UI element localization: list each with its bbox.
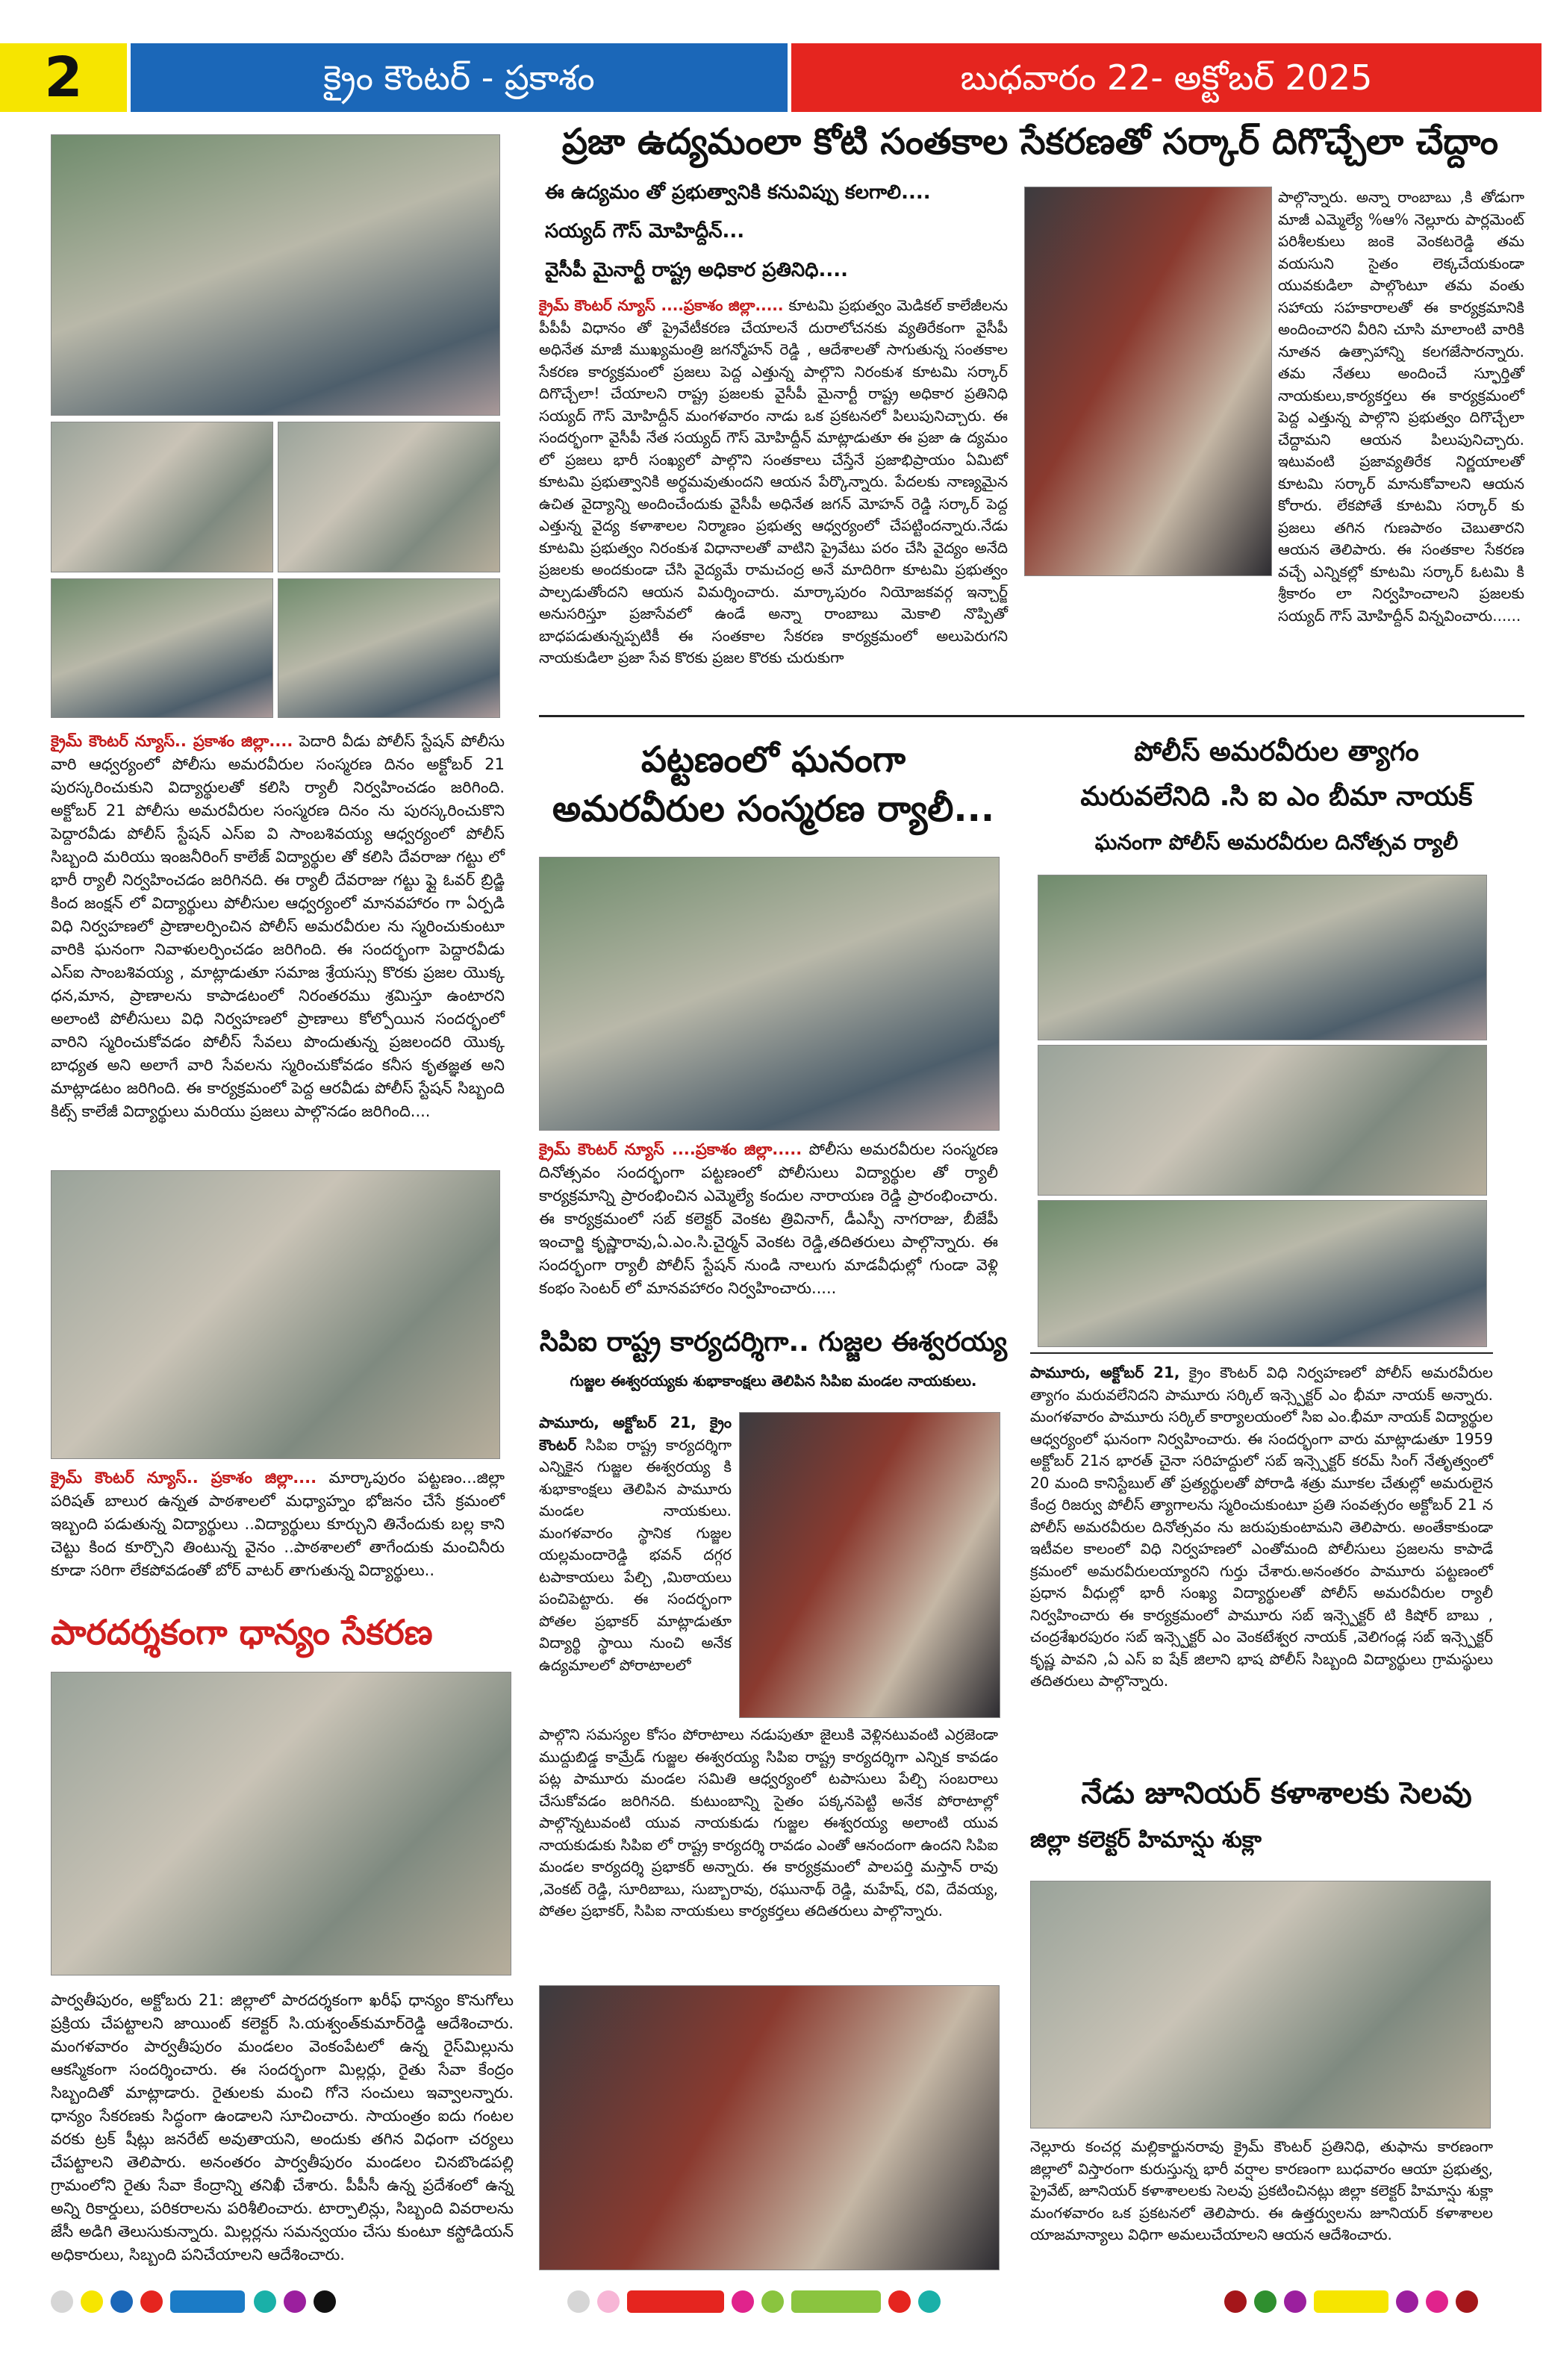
rally-headline-line-1: పట్టణంలో ఘనంగా xyxy=(640,739,906,781)
ysrcp-leaders-photo xyxy=(1024,187,1272,576)
story-source: క్రైమ్ కౌంటర్ న్యూస్.. ప్రకాశం జిల్లా.... xyxy=(51,732,293,750)
holiday-subheadline: జిల్లా కలెక్టర్ హిమాన్షు శుక్లా xyxy=(1030,1827,1262,1853)
color-dot xyxy=(732,2290,754,2313)
top-intro-1: ఈ ఉద్యమం తో ప్రభుత్వానికి కనువిప్పు కలగాలి.... xyxy=(545,181,931,204)
story-body: పోలీసు అమరవీరుల సంస్మరణ దినోత్సవం సందర్భంగా పట్టణంలో పోలీసులు విద్యార్థుల తో ర్యాలీ కార్యక్రమాన్ని ప్రారంభించిన ఎమ్మెల్యే కందుల నారాయణ రెడ్డి ప్రారంభించారు. ఈ కార్యక్రమంలో సబ్ కలెక్టర్ వెంకట త్రివినాగ్, డీఎస్పీ నాగరాజు, బీజేపీ ఇంచార్జి కృష్ణారావు,ఏ.ఎం.సి.చైర్మన్ వెంకట రెడ్డి,తదితరులు పాల్గొన్నారు. ఈ సందర్భంగా ర్యాలీ పోలీస్ స్టేషన్ నుండి నాలుగు మాడవీధుల్లో గుండా వెళ్లి కంభం సెంటర్ లో మానవహారం నిర్వహించారు..... xyxy=(539,1140,998,1297)
martyrs-headline-line-1: పోలీస్ అమరవీరుల త్యాగం xyxy=(1134,737,1419,767)
dateline: పామూరు, అక్టోబర్ 21, xyxy=(1030,1364,1180,1381)
markapuram-story xyxy=(51,1467,505,1582)
story-body: పెదారి వీడు పోలీస్ స్టేషన్ పోలీసు వారి ఆధ్వర్యంలో పోలీసు అమరవీరుల సంస్మరణ దినం అక్టోబర్ 21 పురస్కరించుకుని విద్యార్థులతో కలిసి ర్యాలీ నిర్వహించడం జరిగింది. అక్టోబర్ 21 పోలీసు అమరవీరుల సంస్మరణ దినం ను పురస్కరించుకొని పెద్దారవీడు పోలీస్ స్టేషన్ ఎస్ఐ వి సాంబశివయ్య ఆధ్వర్యంలో పోలీస్ సిబ్బంది మరియు ఇంజనీరింగ్ కాలేజ్ విద్యార్థుల తో కలిసి దేవరాజు గట్టు లో భారీ ర్యాలీ నిర్వహించడం జరిగినది. ఈ ర్యాలీ దేవరాజు గట్టు ఫ్లై ఓవర్ బ్రిడ్జి కింద జంక్షన్ లో విద్యార్థులు పోలీసుల ఆధ్వర్యంలో మానవహారం గా ఏర్పడి విధి నిర్వహణలో ప్రాణాలర్పించిన పోలీస్ అమరవీరుల ను స్మరించుకుంటూ వారికి ఘనంగా నివాళులర్పించడం జరిగింది. ఈ సందర్భంగా పెద్దారవీడు ఎస్ఐ సాంబశివయ్య , మాట్లాడుతూ సమాజ శ్రేయస్సు కొరకు ప్రజల యొక్క ధన,మాన, ప్రాణాలను కాపాడటంలో నిరంతరము శ్రమిస్తూ ఉంటారని అలాంటి పోలీసులు విధి నిర్వహణలో ప్రాణాలు కోల్పోయిన సందర్భంలో వారిని స్మరించుకోవడం పోలీస్ సేవలు పొందుతున్న ప్రజలందరి యొక్క బాధ్యత అని అలాగే వారి సేవలను స్మరించుకోవడం కనీస కృతజ్ఞత అని మాట్లాడటం జరిగింది. ఈ కార్యక్రమంలో పెద్ద ఆరవీడు పోలీస్ స్టేషన్ సిబ్బంది కిట్స్ కాలేజీ విద్యార్థులు మరియు ప్రజలు పాల్గొనడం జరిగింది.... xyxy=(51,732,505,1120)
story-source: క్రైమ్ కౌంటర్ న్యూస్ ....ప్రకాశం జిల్లా..... xyxy=(539,296,784,314)
martyrs-story xyxy=(1030,1362,1493,1693)
martyrs-photo-2 xyxy=(1038,1045,1487,1196)
color-dot xyxy=(140,2290,163,2313)
cpi-celebration-photo xyxy=(539,1985,1000,2270)
divider xyxy=(539,715,1524,717)
color-dot xyxy=(254,2290,276,2313)
grain-story: పార్వతీపురం, అక్టోబరు 21: జిల్లాలో పారదర్శకంగా ఖరీఫ్ ధాన్యం కొనుగోలు ప్రక్రియ చేపట్టాలని జాయింట్ కలెక్టర్ సి.యశ్వంత్‌కుమార్‌రెడ్డి ఆదేశించారు. మంగళవారం పార్వతీపురం మండలం వెంకంపేటలో ఉన్న రైస్‌మిల్లును ఆకస్మికంగా సందర్శించారు. ఈ సందర్భంగా మిల్లర్లు, రైతు సేవా కేంద్రం సిబ్బందితో మాట్లాడారు. రైతులకు మంచి గోనె సంచులు ఇవ్వాలన్నారు. ధాన్యం సేకరణకు సిద్ధంగా ఉండాలని సూచించారు. సాయంత్రం ఐదు గంటల వరకు ట్రక్ షీట్లు జనరేట్ అవుతాయని, అందుకు తగిన విధంగా చర్యలు చేపట్టాలని తెలిపారు. అనంతరం పార్వతీపురం మండలం చినబొండపల్లి గ్రామంలోని రైతు సేవా కేంద్రాన్ని తనిఖీ చేశారు. పీపీసీ ఉన్న ప్రదేశంలో ఉన్న అన్ని రికార్డులు, పరికరాలను పరిశీలించారు. టార్పాలిన్లు, సిబ్బంది వివరాలను జేసీ అడిగి తెలుసుకున్నారు. మిల్లర్లను సమన్వయం చేసు కుంటూ కస్టోడియన్ అధికారులు, సిబ్బంది పనిచేయాలని ఆదేశించారు. xyxy=(51,1991,514,2264)
peddaraveedu-story xyxy=(51,730,505,1123)
rally-story xyxy=(539,1138,998,1300)
color-dot xyxy=(81,2290,103,2313)
divider xyxy=(1030,1352,1493,1354)
cpi-subheadline: గుజ్జల ఈశ్వరయ్యకు శుభాకాంక్షలు తెలిపిన సిపిఐ మండల నాయకులు. xyxy=(570,1372,977,1390)
color-dot xyxy=(1426,2290,1448,2313)
color-dot xyxy=(284,2290,306,2313)
color-bar xyxy=(170,2290,245,2313)
grain-headline: పారదర్శకంగా ధాన్యం సేకరణ xyxy=(51,1612,433,1652)
martyrs-photo-1 xyxy=(1038,875,1487,1040)
color-dot xyxy=(567,2290,590,2313)
color-dot xyxy=(1254,2290,1277,2313)
story-body: కూటమి ప్రభుత్వం మెడికల్ కాలేజీలను పీపీపీ విధానం తో ప్రైవేటీకరణ చేయాలనే దురాలోచనకు వ్యతిరేకంగా వైసీపీ అధినేత మాజీ ముఖ్యమంత్రి జగన్మోహన్ రెడ్డి , ఆదేశాలతో సాగుతున్న సంతకాల సేకరణ కార్యక్రమంలో ప్రజలు పెద్ద ఎత్తున్న పాల్గొని నిరంకుశ కూటమి సర్కార్ దిగొచ్చేలా! చేయాలని రాష్ట్ర ప్రజలకు వైసీపీ మైనార్టీ రాష్ట్ర అధికార ప్రతినిధి సయ్యద్ గౌస్ మోహిద్దీన్ మంగళవారం నాడు ఒక ప్రకటనలో పిలుపునిచ్చారు. ఈ సందర్భంగా వైసీపీ నేత సయ్యద్ గౌస్ మోహిద్దీన్ మాట్లాడుతూ ఈ ప్రజా ఉ ద్యమం లో ప్రజలు భారీ సంఖ్యలో పాల్గొని సంతకాలు చేస్తేనే ప్రజాభిప్రాయం ఏమిటో కూటమి ప్రభుత్వానికి అర్థమవుతుందని ఆయన పేర్కొన్నారు. పేదలకు నాణ్యమైన ఉచిత వైద్యాన్ని అందించేందుకు వైసీపీ అధినేత జగన్ మోహన్ రెడ్డి సర్కార్ పెద్ద ఎత్తున్న వైద్య కళాశాలల నిర్మాణం ప్రభుత్వ ఆధ్వర్యంలో చేపట్టిందన్నారు.నేడు కూటమి ప్రభుత్వం నిరంకుశ విధానాలతో వాటిని ప్రైవేటు పరం చేసి వైద్యం అనేది ప్రజలకు అందకుండా చేసి వైద్యమే రామచంద్ర అనే మాదిరిగా కూటమి ప్రభుత్వం పాల్పడుతోందని ఆయన విమర్శించారు. మార్కాపురం నియోజకవర్గ ఇన్చార్జ్ అనుసరిస్తూ ప్రజాసేవలో ఉండే అన్నా రాంబాబు మెకాలి నొప్పితో బాధపడుతున్నప్పటికీ ఈ సంతకాల సేకరణ కార్యక్రమంలో అలుపెరుగని నాయకుడిలా ప్రజా సేవ కొరకు ప్రజల కొరకు చురుకుగా xyxy=(539,296,1008,666)
color-dot xyxy=(1284,2290,1306,2313)
issue-date: బుధవారం 22- అక్టోబర్ 2025 xyxy=(791,43,1542,112)
color-dot xyxy=(1396,2290,1418,2313)
color-dot xyxy=(761,2290,784,2313)
top-intro-2: సయ్యద్ గౌస్ మోహిద్దీన్... xyxy=(545,220,745,243)
station-photo-3 xyxy=(51,578,273,718)
top-story-continued: పాల్గొన్నారు. అన్నా రాంబాబు ,కి తోడుగా మాజీ ఎమ్మెల్యే %ఆ% నెల్లూరు పార్లమెంట్ పరిశీలకులు జంకె వెంకటరెడ్డి తమ వయసుని సైతం లెక్కచేయకుండా యువకుడిలా పాల్గొంటూ తమ వంతు సహాయ సహకారాలతో ఈ కార్యక్రమానికి అందించారని వీరిని చూసి మాలాంటి వారికి నూతన ఉత్సాహాన్ని కలగజేసారన్నారు. తమ నేతలు అందించే స్ఫూర్తితో నాయకులు,కార్యకర్తలు ఈ కార్యక్రమంలో పెద్ద ఎత్తున్న పాల్గొని ప్రభుత్వం దిగొచ్చేలా చేద్దామని ఆయన పిలుపునిచ్చారు. ఇటువంటి ప్రజావ్యతిరేక నిర్ణయాలతో కూటమి సర్కార్ మానుకోవాలని ఆయన కోరారు. లేకపోతే కూటమి సర్కార్ కు ప్రజలు తగిన గుణపాఠం చెబుతారని ఆయన తెలిపారు. ఈ సంతకాల సేకరణ వచ్చే ఎన్నికల్లో కూటమి సర్కార్ ఓటమి కి శ్రీకారం లా నిర్వహించాలని ప్రజలకు సయ్యద్ గౌస్ మోహిద్దీన్ విన్నవించారు...... xyxy=(1278,188,1524,625)
flag-off-photo xyxy=(539,857,1000,1131)
page-number: 2 xyxy=(0,43,127,112)
paper-name: క్రైం కౌంటర్ - ప్రకాశం xyxy=(131,43,788,112)
holiday-headline: నేడు జూనియర్ కళాశాలకు సెలవు xyxy=(1081,1776,1472,1811)
color-dot xyxy=(314,2290,336,2313)
color-dot xyxy=(51,2290,73,2313)
rally-headline xyxy=(539,735,1008,834)
story-source: క్రైమ్ కౌంటర్ న్యూస్ ....ప్రకాశం జిల్లా..... xyxy=(539,1140,802,1158)
station-photo-1 xyxy=(51,422,273,572)
color-dot xyxy=(918,2290,941,2313)
martyrs-headline xyxy=(1023,730,1530,819)
color-dot xyxy=(597,2290,620,2313)
martyrs-headline-line-2: మరువలేనిది .సి ఐ ఎం బీమా నాయక్ xyxy=(1080,781,1473,812)
color-dot xyxy=(1456,2290,1478,2313)
school-lunch-photo xyxy=(51,1170,500,1459)
top-headline: ప్రజా ఉద్యమంలా కోటి సంతకాల సేకరణతో సర్కార్ దిగొచ్చేలా చేద్దాం xyxy=(561,121,1499,163)
color-dot xyxy=(110,2290,133,2313)
collector-photo xyxy=(1030,1881,1491,2128)
color-dot xyxy=(1224,2290,1247,2313)
station-photo-2 xyxy=(278,422,500,572)
top-story-body xyxy=(539,295,1008,669)
color-dot xyxy=(888,2290,911,2313)
dateline: పామూరు, అక్టోబర్ 21, క్రైం కౌంటర్ xyxy=(539,1414,732,1454)
story-body: మార్కాపురం పట్టణం...జిల్లా పరిషత్ బాలుర ఉన్నత పాఠశాలలో మధ్యాహ్నం భోజనం చేసే క్రమంలో ఇబ్బంది పడుతున్న విద్యార్థులు ..విద్యార్థులు కూర్చుని తినేందుకు బల్ల కాని చెట్టు కింద కూర్చొని తింటున్న వైనం ..పాఠశాలలో తాగేందుకు మంచినీరు కూడా సరిగా లేకపోవడంతో బోర్ వాటర్ తాగుతున్న విద్యార్థులు.. xyxy=(51,1469,505,1579)
cpi-headline: సిపిఐ రాష్ట్ర కార్యదర్శిగా.. గుజ్జల ఈశ్వరయ్య xyxy=(539,1327,1008,1358)
color-bar xyxy=(627,2290,724,2313)
grain-photo xyxy=(51,1672,511,1975)
top-intro-3: వైసీపీ మైనార్టీ రాష్ట్ర అధికార ప్రతినిధి.... xyxy=(545,259,849,281)
cpi-story-a xyxy=(539,1412,732,1676)
color-bar xyxy=(791,2290,881,2313)
rally-headline-line-2: అమరవీరుల సంస్మరణ ర్యాలీ... xyxy=(552,788,995,830)
station-photo-4 xyxy=(278,578,500,718)
story-body: క్రైం కౌంటర్ విధి నిర్వహణలో పోలీస్ అమరవీరుల త్యాగం మరువలేనిదని పామూరు సర్కిల్ ఇన్స్పెక్టర్ ఎం భీమా నాయక్ అన్నారు. మంగళవారం పామూరు సర్కిల్ కార్యాలయంలో సిఐ ఎం.భీమా నాయక్ విద్యార్థుల ఆధ్వర్యంలో ఘనంగా నిర్వహించారు. ఈ సందర్భంగా వారు మాట్లాడుతూ 1959 అక్టోబర్ 21న భారత్ చైనా సరిహద్దులో సబ్ ఇన్స్పెక్టర్ కరమ్ సింగ్ నేతృత్వంలో 20 మంది కానిస్టేబుల్ తో ప్రత్యర్థులతో పోరాడి శత్రు మూకల చేతుల్లో అమరులైన కేంద్ర రిజర్వు పోలీస్ త్యాగాలను స్మరించుకుంటూ ప్రతి సంవత్సరం అక్టోబర్ 21 న పోలీస్ అమరవీరుల దినోత్సవం ను జరుపుకుంటామని తెలిపారు. అంతేకాకుండా ఇటీవల కాలంలో విధి నిర్వహణలో ఎంతోమంది పోలీసులు ప్రజలను కాపాడే క్రమంలో అమరవీరులయ్యారని గుర్తు చేశారు.అనంతరం పామూరు పట్టణంలో ప్రధాన వీధుల్లో భారీ సంఖ్య విద్యార్థులతో పోలీస్ అమరవీరుల ర్యాలీ నిర్వహించారు ఈ కార్యక్రమంలో పామూరు సబ్ ఇన్స్పెక్టర్ టి కిషోర్ బాబు , చంద్రశేఖరపురం సబ్ ఇన్స్పెక్టర్ ఎం వెంకటేశ్వర నాయక్ ,వెలిగండ్ల సబ్ ఇన్స్పెక్టర్ కృష్ణ పావని ,ఏ ఎస్ ఐ షేక్ జిలాని భాష పోలీస్ సిబ్బంది విద్యార్థులు గ్రామస్థులు తదితరులు పాల్గొన్నారు. xyxy=(1030,1364,1493,1690)
color-bar xyxy=(1314,2290,1388,2313)
eeswaraiah-photo xyxy=(739,1412,1000,1718)
holiday-story: నెల్లూరు కంచర్ల మల్లికార్జునరావు క్రైమ్ కౌంటర్ ప్రతినిధి, తుఫాను కారణంగా జిల్లాలో విస్తారంగా కురుస్తున్న భారీ వర్షాల కారణంగా బుధవారం ఆయా ప్రభుత్వ, ప్రైవేట్, జూనియర్ కళాశాలలకు సెలవు ప్రకటించినట్లు జిల్లా కలెక్టర్ హిమాన్షు శుక్లా మంగళవారం ఒక ప్రకటనలో తెలిపారు. ఈ ఉత్తర్వులను జూనియర్ కళాశాలల యాజమాన్యాలు విధిగా అమలుచేయాలని ఆయన ఆదేశించారు. xyxy=(1030,2137,1493,2243)
story-body: సిపిఐ రాష్ట్ర కార్యదర్శిగా ఎన్నికైన గుజ్జల ఈశ్వరయ్య కి శుభాకాంక్షలు తెలిపిన పామూరు మండల నాయకులు. మంగళవారం స్థానిక గుజ్జల యల్లమందారెడ్డి భవన్ దగ్గర టపాకాయలు పేల్చి ,మిఠాయలు పంచిపెట్టారు. ఈ సందర్భంగా పోతల ప్రభాకర్ మాట్లాడుతూ విద్యార్థి స్థాయి నుంచి అనేక ఉద్యమాలలో పోరాటాలలో xyxy=(539,1435,732,1674)
martyrs-subheadline: ఘనంగా పోలీస్ అమరవీరుల దినోత్సవ ర్యాలీ xyxy=(1094,830,1459,855)
martyrs-photo-3 xyxy=(1038,1200,1487,1347)
rally-photo xyxy=(51,134,500,416)
cpi-story-b: పాల్గొని సమస్యల కోసం పోరాటాలు నడుపుతూ జైలుకి వెళ్లినటువంటి ఎర్రజెండా ముద్దుబిడ్డ కామ్రేడ్ గుజ్జల ఈశ్వరయ్య సిపిఐ రాష్ట్ర కార్యదర్శిగా ఎన్నిక కావడం పట్ల పామూరు మండల సమితి ఆధ్వర్యంలో టపాసులు పేల్చి సంబరాలు చేసుకోవడం జరిగినది. కుటుంబాన్ని సైతం పక్కనపెట్టి అనేక పోరాటాల్లో పాల్గొన్నటువంటి యువ నాయకుడు గుజ్జల ఈశ్వరయ్య అలాంటి యువ నాయకుడుకు సిపిఐ లో రాష్ట్ర కార్యదర్శి రావడం ఎంతో ఆనందంగా ఉందని సిపిఐ మండల కార్యదర్శి ప్రభాకర్ అన్నారు. ఈ కార్యక్రమంలో పాలపర్తి మస్తాన్ రావు ,వెంకట్ రెడ్డి, సూరిబాబు, సుబ్బారావు, రఘునాథ్ రెడ్డి, మహేష్, రవి, దేవయ్య, పోతల ప్రభాకర్, సిపిఐ నాయకులు కార్యకర్తలు తదితరులు పాల్గొన్నారు. xyxy=(539,1725,998,1920)
story-source: క్రైమ్ కౌంటర్ న్యూస్.. ప్రకాశం జిల్లా.... xyxy=(51,1469,317,1487)
